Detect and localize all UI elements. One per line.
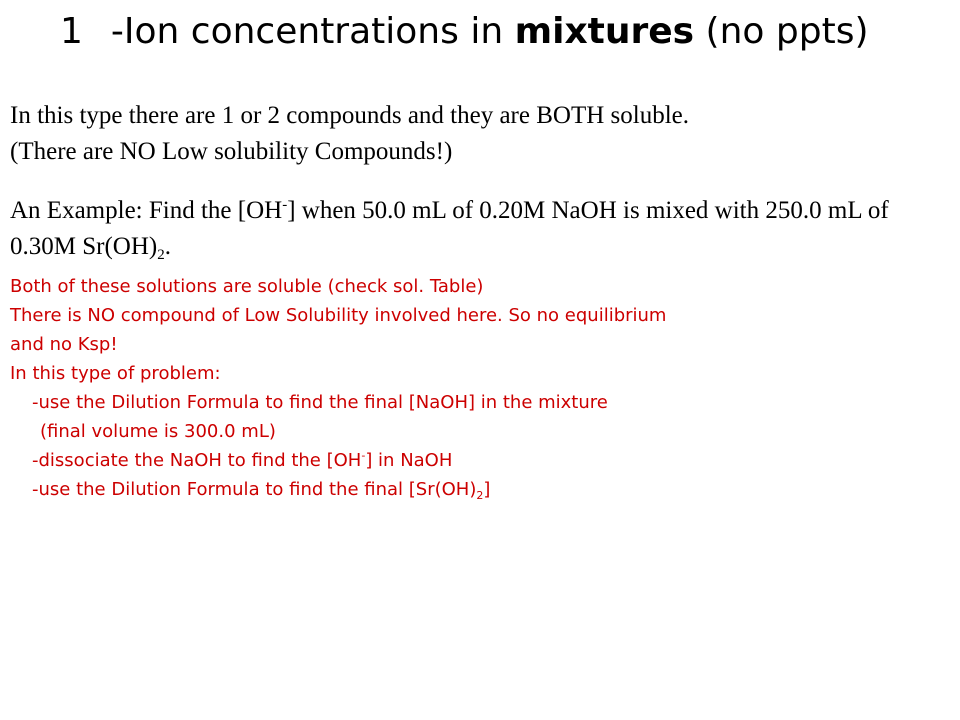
note-text: -use the Dilution Formula to find the final [Sr(OH)	[32, 479, 477, 500]
note-line: In this type of problem:	[10, 363, 221, 384]
note-text: ]	[483, 479, 491, 500]
title-bold-word: mixtures	[514, 11, 695, 52]
solution-notes	[10, 272, 955, 504]
example-text-1: An Example: Find the [OH	[10, 197, 283, 224]
note-step-detail: (final volume is 300.0 mL)	[40, 421, 276, 442]
intro-paragraph	[10, 98, 950, 170]
intro-line-2: (There are NO Low solubility Compounds!)	[10, 138, 453, 165]
note-superscript: -	[361, 449, 366, 462]
note-step	[10, 446, 955, 475]
note-line: Both of these solutions are soluble (check sol. Table)	[10, 276, 484, 297]
title-number: 1	[60, 11, 83, 52]
example-text-2: ] when 50.0 mL of 0.20M NaOH is mixed with 250.0 mL of 0.30M Sr(OH)	[10, 197, 889, 260]
example-superscript: -	[282, 197, 288, 213]
example-subscript: 2	[157, 247, 165, 263]
note-subscript: 2	[476, 489, 484, 502]
note-step: -use the Dilution Formula to find the final [NaOH] in the mixture	[32, 392, 608, 413]
title-text-after: (no ppts)	[694, 11, 869, 52]
example-text-3: .	[164, 233, 171, 260]
intro-line-1: In this type there are 1 or 2 compounds and they are BOTH soluble.	[10, 102, 689, 129]
note-step	[10, 475, 955, 504]
note-line: There is NO compound of Low Solubility involved here. So no equilibrium	[10, 305, 667, 326]
example-paragraph	[10, 193, 950, 265]
title-text-before: -Ion concentrations in	[110, 11, 515, 52]
slide-title	[60, 6, 950, 58]
note-text: -dissociate the NaOH to find the [OH	[32, 450, 362, 471]
note-line: and no Ksp!	[10, 334, 118, 355]
note-text: ] in NaOH	[365, 450, 453, 471]
